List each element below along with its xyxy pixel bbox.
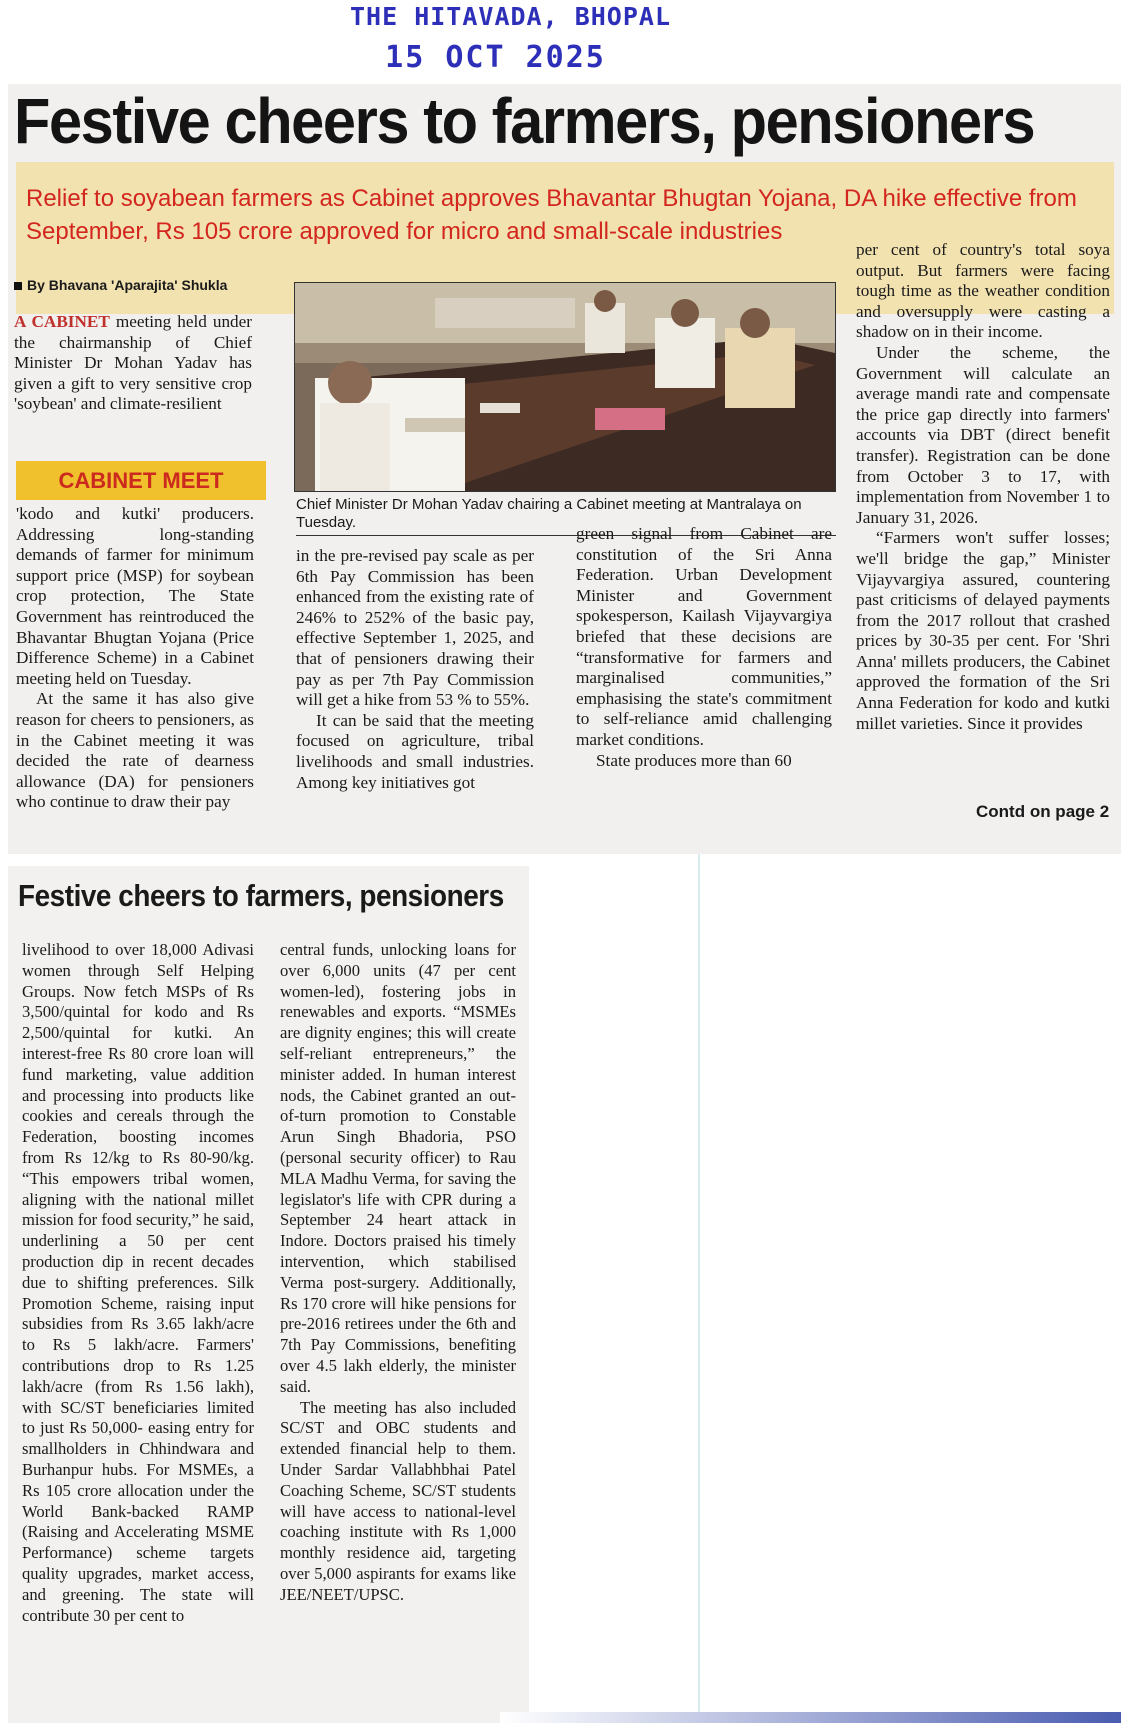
- paragraph: The meeting has also included SC/ST and OBC students and extended financial help to them. Under Sardar Vallabhbhai Patel Coaching Scheme, SC/ST students will have access to national-level coaching institute with Rs 1,000 monthly residence aid, targeting over 5,000 aspirants for exams like JEE/NEET/UPSC.: [280, 1397, 516, 1604]
- newspaper-stamp: THE HITAVADA, BHOPAL: [349, 2, 672, 31]
- deck-text: Relief to soyabean farmers as Cabinet approves Bhavantar Bhugtan Yojana, DA hike effective from September, Rs 105 crore approved for micro and small-scale industries: [26, 185, 1077, 245]
- paragraph: At the same it has also give reason for cheers to pensioners, as in the Cabinet meeting it was decided the rate of dearness allowance (DA) for pensioners who continue to draw their pay: [16, 689, 254, 812]
- continuation-headline: Festive cheers to farmers, pensioners: [18, 878, 504, 913]
- paragraph: [14, 312, 252, 415]
- paragraph: “Farmers won't suffer losses; we'll bridge the gap,” Minister Vijayvargiya assured, countering past criticisms of delayed payments from the 2017 rollout that crashed prices by 30-35 per cent. For 'Shri Anna' millets producers, the Cabinet approved the formation of the Sri Anna Federation for kodo and kutki millet varieties. Since it provides: [856, 528, 1110, 733]
- column-2: [296, 546, 534, 836]
- paragraph: State produces more than 60: [596, 750, 792, 770]
- byline: [14, 276, 264, 294]
- photo-image: [295, 283, 835, 491]
- continuation-clipping: [8, 866, 529, 1723]
- paragraph: per cent of country's total soya output. But farmers were facing tough time as the weather condition and oversupply were casting a shadow on in their income.: [856, 240, 1110, 342]
- continuation-column-1: [22, 940, 254, 1720]
- paragraph-text: meeting held under the chairmanship of Chief Minister Dr Mohan Yadav has given a gift to very sensitive crop 'soybean' and climate-resilient: [14, 312, 252, 414]
- section-tag: CABINET MEET: [16, 461, 266, 500]
- column-3: [576, 524, 832, 836]
- scan-edge-band: [500, 1712, 1121, 1723]
- byline-text: By Bhavana 'Aparajita' Shukla: [27, 277, 228, 293]
- continued-note: Contd on page 2: [976, 802, 1110, 821]
- headline: Festive cheers to farmers, pensioners: [14, 85, 1035, 157]
- column-1-bottom: [16, 504, 254, 834]
- date-stamp: 15 OCT 2025: [385, 40, 606, 75]
- bullet-square-icon: [14, 282, 22, 290]
- paragraph: in the pre-revised pay scale as per 6th Pay Commission has been enhanced from the existing rate of 246% to 252% of the basic pay, effective September 1, 2025, and that of pensioners drawing their pay as per 7th Pay Commission will get a hike from 53 % to 55%.: [296, 546, 534, 710]
- column-1-top: [14, 312, 252, 452]
- photo-caption: Chief Minister Dr Mohan Yadav chairing a Cabinet meeting at Mantralaya on Tuesday.: [296, 496, 802, 531]
- column-4: [856, 240, 1110, 800]
- cabinet-meeting-photo: [294, 282, 836, 492]
- paragraph: It can be said that the meeting focused on agriculture, tribal livelihoods and small industries. Among key initiatives got: [296, 710, 534, 792]
- lead-in: A CABINET: [14, 312, 110, 331]
- paragraph: 'kodo and kutki' producers. Addressing long-standing demands of farmer for minimum support price (MSP) for soybean crop protection, The State Government has reintroduced the Bhavantar Bhugtan Yojana (Price Difference Scheme) in a Cabinet meeting held on Tuesday.: [16, 504, 254, 688]
- continuation-column-2: [280, 940, 516, 1720]
- paragraph: Under the scheme, the Government will calculate an average mandi rate and compensate the price gap directly into farmers' accounts via DBT (direct benefit transfer). Registration can be done from October 3 to 17, with implementation from November 1 to January 31, 2026.: [856, 342, 1110, 527]
- main-article-clipping: [8, 84, 1121, 854]
- paragraph: green signal from Cabinet are constitution of the Sri Anna Federation. Urban Development Minister and Government spokesperson, Kailash Vijayvargiya briefed that these decisions are “transformative for farmers and marginalised communities,” emphasising the state's commitment to self-reliance amid challenging market conditions.: [576, 524, 832, 749]
- paragraph: livelihood to over 18,000 Adivasi women through Self Helping Groups. Now fetch MSPs of Rs 3,500/quintal for kodo and Rs 2,500/quintal for kutki. An interest-free Rs 80 crore loan will fund marketing, value addition and processing into products like cookies and cereals through the Federation, boosting incomes from Rs 12/kg to Rs 80-90/kg. “This empowers tribal women, aligning with the national millet mission for food security,” he said, underlining a 50 per cent production dip in recent decades due to shifting preferences. Silk Promotion Scheme, raising input subsidies from Rs 3.65 lakh/acre to Rs 5 lakh/acre. Farmers' contributions drop to Rs 1.25 lakh/acre (from Rs 1.56 lakh), with SC/ST beneficiaries limited to just Rs 50,000- easing entry for smallholders in Chhindwara and Burhanpur hubs. For MSMEs, a Rs 105 crore allocation under the World Bank-backed RAMP (Raising and Accelerating MSME Performance) scheme targets quality upgrades, market access, and greening. The state will contribute 30 per cent to: [22, 940, 254, 1625]
- paragraph: central funds, unlocking loans for over 6,000 units (47 per cent women-led), fostering jobs in renewables and exports. “MSMEs are dignity engines; this will create self-reliant entrepreneurs,” the minister added. In human interest nods, the Cabinet granted an out-of-turn promotion to Constable Arun Singh Bhadoria, PSO (personal security officer) to Rau MLA Madhu Verma, for saving the legislator's life with CPR during a September 24 heart attack in Indore. Doctors praised his timely intervention, which stabilised Verma post-surgery. Additionally, Rs 170 crore will hike pensions for pre-2016 retirees under the 6th and 7th Pay Commissions, benefiting over 4.5 lakh elderly, the minister said.: [280, 940, 516, 1396]
